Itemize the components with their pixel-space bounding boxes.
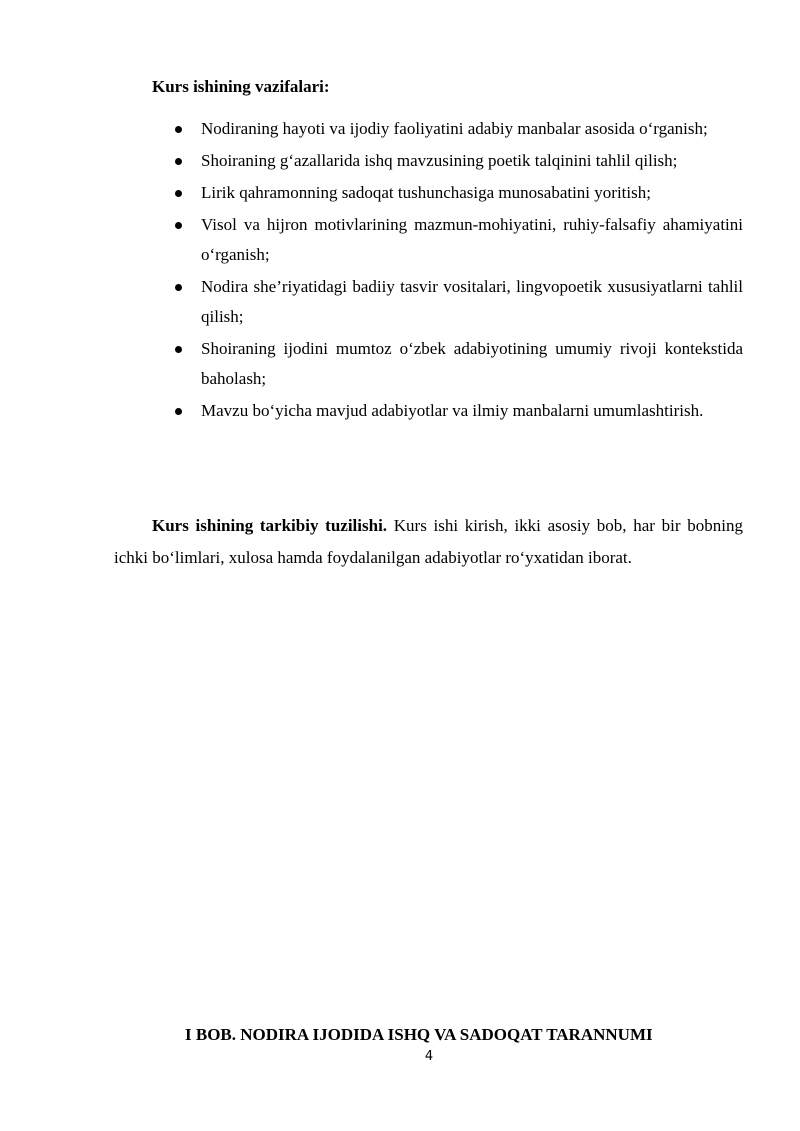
task-item (174, 334, 743, 394)
bullet-icon (175, 346, 182, 353)
chapter-title: I BOB. NODIRA IJODIDA ISHQ VA SADOQAT TARANNUMI (185, 1025, 653, 1044)
page-number: 4 (424, 1049, 434, 1064)
bullet-icon (175, 190, 182, 197)
tasks-list (174, 114, 743, 428)
task-item (174, 396, 743, 426)
structure-paragraph (114, 510, 743, 574)
task-text: Lirik qahramonning sadoqat tushunchasiga munosabatini yoritish; (201, 183, 651, 202)
task-text: Mavzu bo‘yicha mavjud adabiyotlar va ilmiy manbalarni umumlashtirish. (201, 401, 704, 420)
bullet-icon (175, 158, 182, 165)
structure-paragraph-body: Kurs ishi kirish, ikki asosiy bob, har bir bobning ichki bo‘limlari, xulosa hamda foydalanilgan adabiyotlar ro‘yxatidan iborat. (114, 516, 743, 567)
structure-paragraph-lead: Kurs ishining tarkibiy tuzilishi. (152, 516, 388, 535)
bullet-icon (175, 126, 182, 133)
bullet-icon (175, 284, 182, 291)
bullet-icon (175, 222, 182, 229)
task-text: Nodira she’riyatidagi badiiy tasvir vositalari, lingvopoetik xususiyatlarni tahlil qilish; (201, 277, 743, 326)
tasks-heading: Kurs ishining vazifalari: (152, 77, 330, 96)
task-text: Shoiraning ijodini mumtoz o‘zbek adabiyotining umumiy rivoji kontekstida baholash; (201, 339, 743, 388)
bullet-icon (175, 408, 182, 415)
task-text: Nodiraning hayoti va ijodiy faoliyatini adabiy manbalar asosida o‘rganish; (201, 119, 708, 138)
task-item (174, 272, 743, 332)
task-item (174, 146, 743, 176)
task-text: Visol va hijron motivlarining mazmun-mohiyatini, ruhiy-falsafiy ahamiyatini o‘rganish; (201, 215, 743, 264)
task-item (174, 178, 743, 208)
task-text: Shoiraning g‘azallarida ishq mavzusining poetik talqinini tahlil qilish; (201, 151, 678, 170)
task-item (174, 114, 743, 144)
task-item (174, 210, 743, 270)
